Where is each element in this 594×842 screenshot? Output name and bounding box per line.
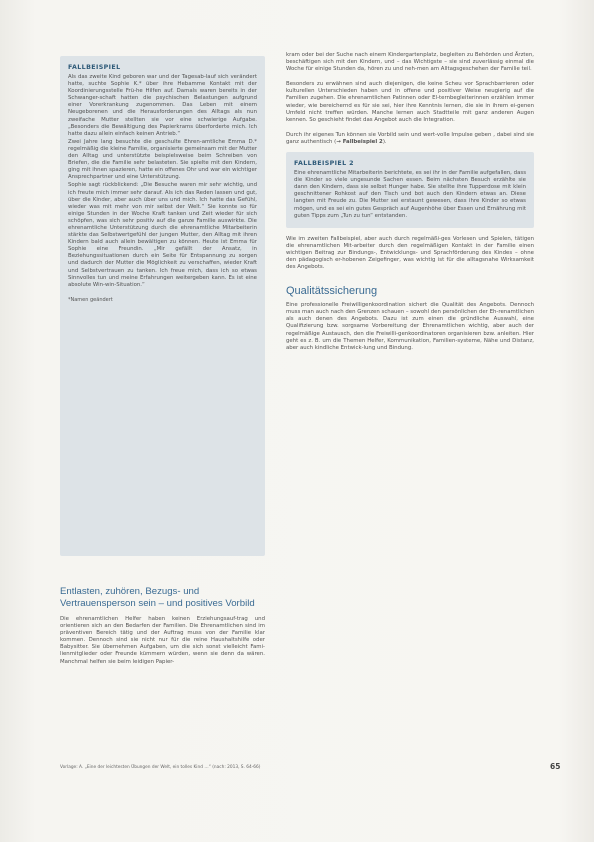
case-study-paragraph: Als das zweite Kind geboren war und der Tagesab-lauf sich verändert hatte, suchte Sophie K.* über ihre Hebamme Kontakt mit der Koordinierungsstelle Frü-he Hilfen auf. Damals waren bereits in der Schwanger-schaft hatten die psychischen Belastungen aufgrund einer Vorerkrankung zugenommen. Das Leben mit einem Neugeborenen und die Herausforderungen des Alltags als nun zweifache Mutter stellten sie vor eine schwierige Aufgabe. „Besonders die Bewältigung des Papierkrams überforderte mich. Ich hatte dazu allein einfach keinen Antrieb.“ [68, 74, 257, 137]
paragraph-tasks: kram oder bei der Suche nach einem Kindergartenplatz, begleiten zu Behörden und Ärzten, beschäftigen sich mit den Kindern, und – das Wichtigste – sie sind zuverlässig einmal die Woche für einige Stunden da, hören zu und neh-men am Alltagsgeschehen der Familie teil. [286, 52, 534, 73]
case-study-paragraph: Sophie sagt rückblickend: „Die Besuche waren mir sehr wichtig, und ich freute mich immer sehr darauf. Als ich das Reden lassen und gut, über die Kinder, aber auch über uns und mich. Ich hatte das Gefühl, wieder was mit mehr von mir selbst der Welt.“ Sie konnte so für einige Stunden in der Woche Kraft tanken und Zeit wieder für sich schöpfen, was sich sehr positiv auf die ganze Familie auswirkte. Die ehrenamtliche Unterstützung durch die ehrenamtliche Mitarbeiterin stärkte das Selbstwertgefühl der jungen Mutter, den Alltag mit ihren Kindern bald auch allein bewältigen zu können. Heute ist Emma für Sophie eine Freundin. „Mir gefällt der Ansatz, in Beziehungssituationen durch ein Seite für Entspannung zu sorgen und dadurch der Mutter die Möglichkeit zu verschaffen, wieder Kraft und Selbstvertrauen zu tanken. Ich freue mich, dass ich so etwas Sinnvolles tun und meine Erfahrungen weitergeben kann. Es ist eine absolute Win-win-Situation.“ [68, 182, 257, 288]
right-column [286, 52, 534, 352]
paragraph-cultural: Besonders zu erwähnen sind auch diejenigen, die keine Scheu vor Sprachbarrieren oder kulturellen Unterschieden haben und in offene und positiver Weise neugierig auf die Familien zugehen. Die ehrenamtlichen Patinnen oder El-ternbegleiterinnen erzählen immer wieder, wie bereichernd es für sie sei, hier ihre Kenntnis lernen, die sie in ihrem ei-genen Umfeld nicht treffen würden. Manche lernen auch Stadtteile mit ganz anderen Augen kennen. So geschieht findet das Angebot auch die Integration. [286, 81, 534, 123]
paragraph-role-model [286, 132, 534, 146]
section-body-relief: Die ehrenamtlichen Helfer haben keinen Erziehungsauf-trag und orientieren sich an den Bedarfen der Familien. Die Ehrenamtlichen sind im präventiven Bereich tätig und der Auftrag muss von der Familie klar kommen. Dennoch sind sie nicht nur für die reine Haushaltshilfe oder Babysitter. Sie übernehmen Aufgaben, um die sich sonst vielleicht Fami-lienmitglieder oder Freunde kümmern würden, wenn sie denn da wären. Manchmal helfen sie beim leidigen Papier- [60, 616, 265, 665]
case-study-box-2 [286, 152, 534, 228]
case-study-text [68, 74, 257, 289]
case-study-2-text: Eine ehrenamtliche Mitarbeiterin berichtete, es sei ihr in der Familie aufgefallen, dass die Kinder so viele ungesunde Sachen essen. Beim nächsten Besuch erzählte sie dann den Kindern, dass sie selbst Hunger habe. Sie stellte ihre Tupperdose mit klein geschnittener Rohkost auf den Tisch und bot auch den Kindern etwas an. Diese langten mit Freude zu. Die Mutter sei erstaunt gewesen, dass ihre Kinder so etwas mögen, und es sei ein gutes Gespräch auf Augenhöhe über Essen und Ernährung mit guten Tipps zum „Tun zu tun“ entstanden. [294, 170, 526, 219]
role-model-text-end: ). [382, 138, 387, 145]
left-column [60, 56, 265, 666]
case-study-paragraph: Zwei Jahre lang besuchte die geschulte Ehren-amtliche Emma D.* regelmäßig die kleine Familie, organisierte gemeinsam mit der Mutter den Alltag und unterstützte beispielsweise beim Schreiben von Briefen, die die Familie sehr belasteten. Sie spielte mit den Kindern, ging mit ihnen spazieren, hatte ein offenes Ohr und war ein wichtiger Ansprechpartner und eine Unterstützung. [68, 138, 257, 181]
case-study-label: FALLBEISPIEL [68, 64, 121, 71]
case-study-2-label: FALLBEISPIEL 2 [294, 160, 354, 168]
source-footer: Vorlage: A. „Eine der leichtesten Übungen der Welt, ein tolles Kind …“ (nach: 2013, S. 64-66) [60, 765, 261, 770]
role-model-text: Durch ihr eigenes Tun können sie Vorbild sein und wert-volle Impulse geben , dabei sind sie ganz authentisch ( [286, 131, 534, 145]
case-study-box-1 [60, 56, 265, 556]
case-study-reference-link: → Fallbeispiel 2 [336, 138, 383, 145]
section-heading-quality: Qualitätssicherung [286, 285, 378, 298]
paragraph-quality: Eine professionelle Freiwilligenkoordination sichert die Qualität des Angebots. Dennoch muss man auch nach den Grenzen schauen – sowohl den persönlichen der Eh-renamtlichen als auch denen des Angebots. Dazu ist zum einen die gründliche Auswahl, eine Qualifizierung bzw. sorgsame Vorbereitung der Ehrenamtlichen wichtig, aber auch der regelmäßige Austausch, den die Freiwilli-genkoordinatoren organisieren bzw. anleiten. Hier geht es z. B. um die Themen Helfer, Kommunikation, Familien-systeme, Nähe und Distanz, aber auch kindliche Entwick-lung und Bindung. [286, 302, 534, 351]
page-number: 65 [550, 762, 561, 771]
paragraph-bonding: Wie im zweiten Fallbeispiel, aber auch durch regelmäßi-ges Vorlesen und Spielen, tätigen die ehrenamtlichen Mit-arbeiter durch den regelmäßigen Kontakt in der Familie einen wichtigen Beitrag zur Bindungs-, Entwicklungs- und Sprachförderung des Kindes – ohne den pädagogisch er-hobenen Zeigefinger, was wichtig ist für die alltagsnahe Wirksamkeit des Angebots. [286, 235, 534, 271]
names-changed-note: *Namen geändert [68, 296, 113, 303]
section-heading-relief: Entlasten, zuhören, Bezugs- und Vertrauensperson sein – und positives Vorbild [60, 586, 255, 609]
